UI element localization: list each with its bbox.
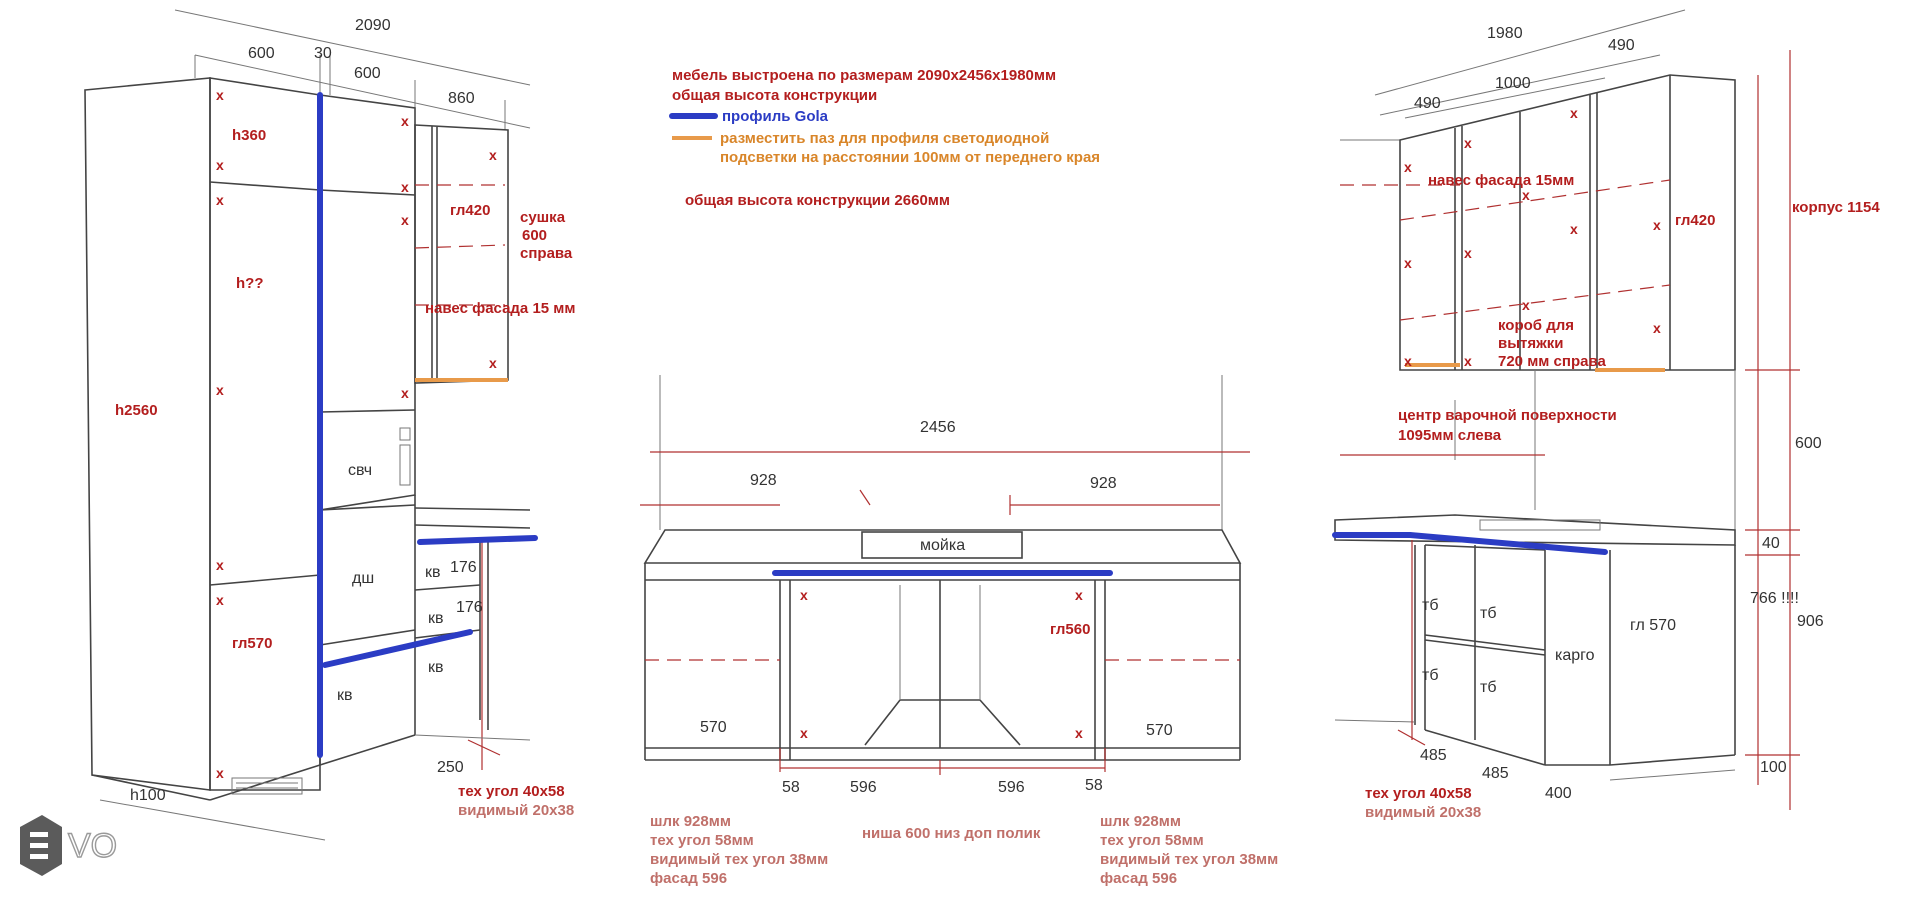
dim-596-left: 596 [850,779,877,796]
label-dishwasher: дш [352,570,375,587]
dim-250: 250 [437,759,464,776]
label-gl560: гл560 [1050,621,1091,638]
right-view-labels [1365,25,1880,821]
dim-600-right: 600 [1795,435,1822,452]
mark-x: x [1464,353,1472,369]
label-corpus: корпус 1154 [1792,199,1880,216]
right-note-3: видимый тех угол 38мм [1100,851,1279,868]
mark-x: x [216,192,224,208]
mark-x: x [1522,297,1530,313]
left-note-2: тех угол 58мм [650,832,754,849]
dim-570-right: 570 [1146,722,1173,739]
mark-x: x [401,212,409,228]
label-kv-4: кв [428,659,444,676]
label-hob-2: 1095мм слева [1398,427,1502,444]
legend-gola: профиль Gola [722,108,828,125]
label-gl420-left: гл420 [450,202,491,219]
mark-x: x [216,557,224,573]
label-dryer-600: 600 [522,227,548,244]
mark-x: x [216,592,224,608]
dim-58-left: 58 [782,779,800,796]
dim-40: 40 [1762,535,1780,552]
label-h360: h360 [232,127,267,144]
label-hood-3: 720 мм справа [1498,353,1606,370]
label-cargo: карго [1555,647,1595,664]
label-sink: мойка [920,537,966,554]
mark-x: x [216,382,224,398]
label-h2560: h2560 [115,402,158,419]
niche-note: ниша 600 низ доп полик [862,825,1041,842]
dim-100: 100 [1760,759,1787,776]
left-note-1: шлк 928мм [650,813,731,830]
mark-x: x [401,113,409,129]
mark-x: x [216,765,224,781]
dim-860: 860 [448,90,475,107]
label-dryer: сушка [520,209,566,226]
right-note-2: тех угол 58мм [1100,832,1204,849]
label-gl420-right: гл420 [1675,212,1716,229]
dim-570-left: 570 [700,719,727,736]
mark-x: x [1464,135,1472,151]
legend-line-1: мебель выстроена по размерам 2090x2456x1980мм [672,67,1057,84]
dim-600-a: 600 [248,45,275,62]
dim-58-right: 58 [1085,777,1103,794]
mark-x: x [800,725,808,741]
label-microwave: свч [348,462,373,479]
label-kv-3: кв [428,610,444,627]
dim-490-top: 490 [1608,37,1635,54]
legend-led-1: разместить паз для профиля светодиодной [720,130,1050,147]
dim-1000: 1000 [1495,75,1531,92]
mark-x: x [216,87,224,103]
label-hob-1: центр варочной поверхности [1398,407,1617,424]
label-tb-2: тб [1480,605,1497,622]
label-kv-1: кв [337,687,353,704]
dim-766: 766 !!!! [1750,590,1799,607]
legend [672,67,1100,209]
left-note-3: видимый тех угол 38мм [650,851,829,868]
dim-30: 30 [314,45,332,62]
mark-x: x [489,355,497,371]
legend-led-2: подсветки на расстоянии 100мм от переднего края [720,149,1101,166]
dim-2456: 2456 [920,419,956,436]
dim-906: 906 [1797,613,1824,630]
evo-logo [20,815,117,876]
dim-596-right: 596 [998,779,1025,796]
dim-1980: 1980 [1487,25,1523,42]
dim-928-left: 928 [750,472,777,489]
label-hood-2: вытяжки [1498,335,1564,352]
mark-x: x [1404,159,1412,175]
right-note-1: шлк 928мм [1100,813,1181,830]
dim-928-right: 928 [1090,475,1117,492]
center-view-labels [650,419,1278,887]
label-overhang-left: навес фасада 15 мм [425,300,576,317]
label-tb-1: тб [1422,597,1439,614]
label-hood-1: короб для [1498,317,1575,334]
right-note-4: фасад 596 [1100,870,1178,887]
dim-485-a: 485 [1420,747,1447,764]
legend-total-height: общая высота конструкции 2660мм [685,192,950,209]
legend-line-2: общая высота конструкции [672,87,878,104]
label-corner-left: тех угол 40х58 [458,783,565,800]
dim-176-a: 176 [450,559,477,576]
mark-x: x [1404,353,1412,369]
mark-x: x [1653,320,1661,336]
label-gl570-left: гл570 [232,635,273,652]
label-overhang-right: навес фасада 15мм [1428,172,1575,189]
mark-x: x [1075,725,1083,741]
mark-x: x [1404,255,1412,271]
label-corner-right: тех угол 40х58 [1365,785,1472,802]
mark-x: x [800,587,808,603]
label-gl570-right: гл 570 [1630,617,1676,634]
mark-x: x [1464,245,1472,261]
logo-text: VO [68,827,118,865]
mark-x: x [401,385,409,401]
label-dryer-right: справа [520,245,573,262]
label-tb-4: тб [1480,679,1497,696]
label-h100: h100 [130,787,166,804]
mark-x: x [401,179,409,195]
dim-490-left: 490 [1414,95,1441,112]
mark-x: x [1653,217,1661,233]
label-kv-2: кв [425,564,441,581]
label-visible-left: видимый 20х38 [458,802,575,819]
mark-x: x [489,147,497,163]
mark-x: x [1570,105,1578,121]
label-tb-3: тб [1422,667,1439,684]
dim-176-b: 176 [456,599,483,616]
label-h-unknown: h?? [236,275,264,292]
mark-x: x [216,157,224,173]
left-elevation [85,10,535,840]
left-note-4: фасад 596 [650,870,728,887]
mark-x: x [1570,221,1578,237]
dim-2090: 2090 [355,17,391,34]
mark-x: x [1522,187,1530,203]
label-visible-right: видимый 20х38 [1365,804,1482,821]
dim-400: 400 [1545,785,1572,802]
dim-485-b: 485 [1482,765,1509,782]
dim-600-b: 600 [354,65,381,82]
left-view-labels [115,17,576,819]
mark-x: x [1075,587,1083,603]
